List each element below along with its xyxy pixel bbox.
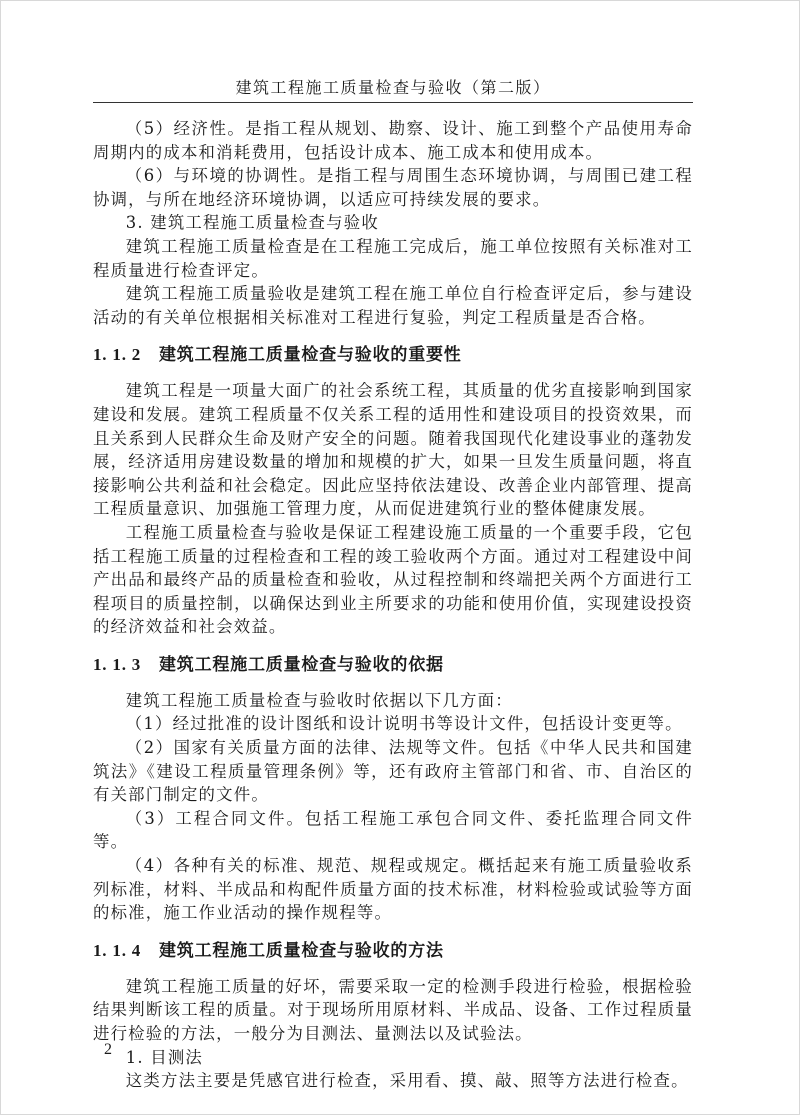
section-heading (93, 343, 693, 367)
section-number: 1. 1. 4 (93, 940, 142, 960)
header-rule (93, 102, 693, 103)
section-title: 建筑工程施工质量检查与验收的方法 (159, 940, 444, 961)
paragraph: 这类方法主要是凭感官进行检查，采用看、摸、敲、照等方法进行检查。 (125, 1071, 689, 1091)
paragraph: 建筑工程施工质量验收是建筑工程在施工单位自行检查评定后，参与建设活动的有关单位根据相关标准对工程进行复验，判定工程质量是否合格。 (93, 284, 693, 327)
running-header-title: 建筑工程施工质量检查与验收（第二版） (235, 78, 551, 97)
section-title: 建筑工程施工质量检查与验收的重要性 (159, 345, 462, 366)
section-heading (93, 939, 693, 963)
paragraph: （5）经济性。是指工程从规划、勘察、设计、施工到整个产品使用寿命周期内的成本和消耗费用，包括设计成本、施工成本和使用成本。 (93, 119, 693, 162)
section-title: 建筑工程施工质量检查与验收的依据 (159, 654, 444, 675)
paragraph: 建筑工程是一项量大面广的社会系统工程，其质量的优劣直接影响到国家建设和发展。建筑工程质量不仅关系工程的适用性和建设项目的投资效果，而且关系到人民群众生命及财产安全的问题。随着我国现代化建设事业的蓬勃发展，经济适用房建设数量的增加和规模的扩大，如果一旦发生质量问题，将直接影响公共利益和社会稳定。因此应坚持依法建设、改善企业内部管理、提高工程质量意识、加强施工管理力度，从而促进建筑行业的整体健康发展。 (93, 381, 693, 519)
paragraph: （1）经过批准的设计图纸和设计说明书等设计文件，包括设计变更等。 (125, 714, 683, 734)
paragraph: （2）国家有关质量方面的法律、法规等文件。包括《中华人民共和国建筑法》《建设工程质量管理条例》等，还有政府主管部门和省、市、自治区的有关部门制定的文件。 (93, 738, 693, 805)
page-content (93, 117, 693, 1093)
page-number: 2 (104, 1041, 112, 1058)
section-number: 1. 1. 3 (93, 654, 142, 674)
paragraph: 建筑工程施工质量的好坏，需要采取一定的检测手段进行检验，根据检验结果判断该工程的质量。对于现场所用原材料、半成品、设备、工作过程质量进行检验的方法，一般分为目测法、量测法以及试验法。 (93, 976, 693, 1043)
paragraph: 建筑工程施工质量检查与验收时依据以下几方面： (125, 690, 513, 710)
paragraph: 3. 建筑工程施工质量检查与验收 (125, 213, 379, 233)
paragraph: 工程施工质量检查与验收是保证工程建设施工质量的一个重要手段，它包括工程施工质量的过程检查和工程的竣工验收两个方面。通过对工程建设中间产出品和最终产品的质量检查和验收，从过程控制和终端把关两个方面进行工程项目的质量控制，以确保达到业主所要求的功能和使用价值，实现建设投资的经济效益和社会效益。 (93, 522, 693, 637)
section-number: 1. 1. 2 (93, 345, 142, 365)
section-heading (93, 653, 693, 677)
paragraph: （3）工程合同文件。包括工程施工承包合同文件、委托监理合同文件等。 (93, 808, 693, 852)
paragraph: （6）与环境的协调性。是指工程与周围生态环境协调，与周围已建工程协调，与所在地经济环境协调，以适应可持续发展的要求。 (93, 166, 693, 209)
paragraph: 建筑工程施工质量检查是在工程施工完成后，施工单位按照有关标准对工程质量进行检查评定。 (93, 236, 693, 280)
paragraph: （4）各种有关的标准、规范、规程或规定。概括起来有施工质量验收系列标准，材料、半成品和构配件质量方面的技术标准，材料检验或试验等方面的标准，施工作业活动的操作规程等。 (93, 856, 693, 923)
paragraph: 1. 目测法 (125, 1047, 204, 1067)
